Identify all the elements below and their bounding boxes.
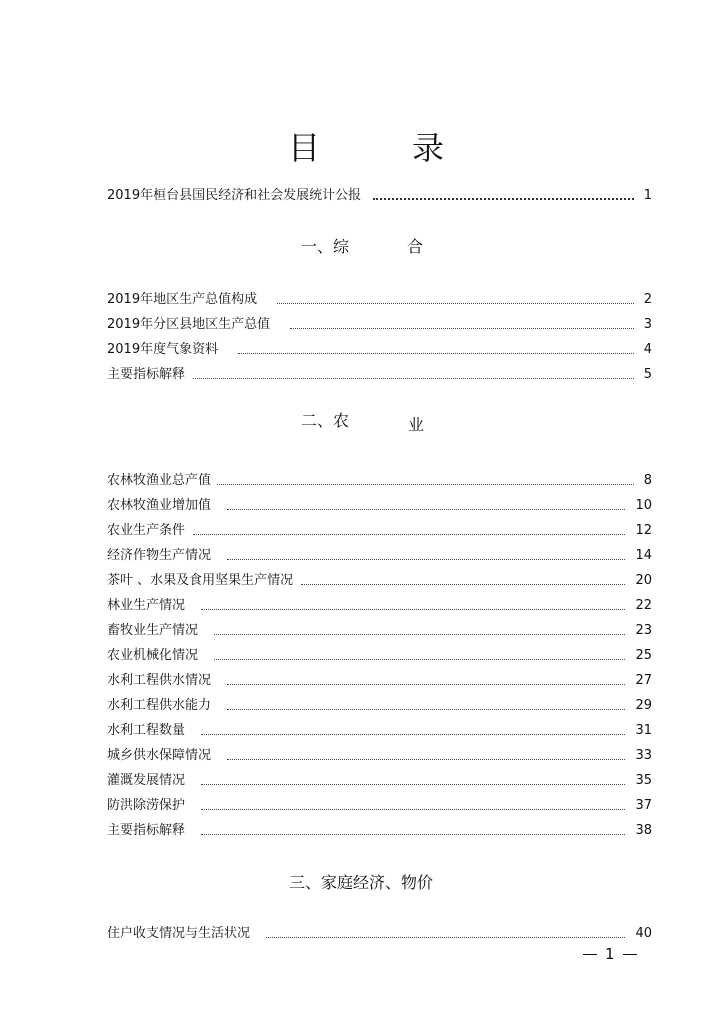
- toc-entry-page: 1: [643, 188, 652, 203]
- section-heading-part1: 二、农: [301, 411, 350, 430]
- section-heading-1: [301, 236, 424, 258]
- section-heading-part2: 业: [408, 415, 425, 434]
- leader-dots: [201, 833, 625, 835]
- leader-dots: [193, 533, 625, 535]
- toc-entry-label: 主要指标解释: [107, 367, 186, 382]
- toc-entry-page: 4: [643, 342, 652, 357]
- toc-entry[interactable]: [107, 621, 652, 641]
- leader-dots: [301, 583, 625, 585]
- toc-entry-label: 农林牧渔业增加值: [107, 498, 212, 513]
- toc-entry[interactable]: [107, 671, 652, 691]
- toc-entry-page: 37: [635, 798, 652, 813]
- toc-entry[interactable]: [107, 646, 652, 666]
- footer-page-number: 1: [605, 945, 615, 963]
- footer-dash-right: [623, 954, 637, 955]
- toc-entry-page: 3: [643, 317, 652, 332]
- toc-entry[interactable]: [107, 315, 652, 335]
- leader-dots: [217, 483, 634, 485]
- toc-entry-label: 经济作物生产情况: [107, 548, 212, 563]
- toc-entry-label: 城乡供水保障情况: [107, 748, 212, 763]
- toc-entry-label: 林业生产情况: [107, 598, 186, 613]
- toc-entry-page: 27: [635, 673, 652, 688]
- toc-entry[interactable]: [107, 696, 652, 716]
- leader-dots: [227, 708, 625, 710]
- toc-entry[interactable]: [107, 924, 652, 944]
- page-footer: [583, 944, 643, 964]
- toc-entry-page: 31: [635, 723, 652, 738]
- toc-entry-label: 2019年分区县地区生产总值: [107, 317, 271, 332]
- leader-dots: [290, 327, 634, 329]
- toc-entry-page: 40: [635, 926, 652, 941]
- toc-entry-label: 农业生产条件: [107, 523, 186, 538]
- toc-entry-label: 防洪除涝保护: [107, 798, 186, 813]
- toc-entry-page: 29: [635, 698, 652, 713]
- leader-dots: [201, 608, 625, 610]
- toc-entry[interactable]: [107, 471, 652, 491]
- toc-entry-label: 水利工程供水情况: [107, 673, 212, 688]
- title-char-left: 目: [288, 129, 321, 167]
- toc-entry[interactable]: [107, 821, 652, 841]
- toc-entry-page: 2: [643, 292, 652, 307]
- leader-dots: [193, 377, 634, 379]
- leader-dots: [227, 508, 625, 510]
- footer-dash-left: [583, 954, 597, 955]
- toc-entry[interactable]: [107, 496, 652, 516]
- leader-dots: [227, 558, 625, 560]
- leader-dots: [214, 658, 625, 660]
- toc-entry[interactable]: [107, 571, 652, 591]
- toc-entry-label: 农业机械化情况: [107, 648, 199, 663]
- toc-entry-page: 20: [635, 573, 652, 588]
- toc-entry[interactable]: [107, 596, 652, 616]
- section-heading-part1: 三、家庭经济、物价: [289, 873, 434, 892]
- section-heading-part2: 合: [407, 237, 424, 256]
- toc-entry-label: 水利工程供水能力: [107, 698, 212, 713]
- toc-entry[interactable]: [107, 721, 652, 741]
- toc-entry-page: 10: [635, 498, 652, 513]
- toc-entry[interactable]: [107, 340, 652, 360]
- toc-entry-page: 5: [643, 367, 652, 382]
- toc-entry-page: 14: [635, 548, 652, 563]
- toc-entry-page: 35: [635, 773, 652, 788]
- title-char-right: 录: [412, 129, 445, 167]
- section-heading-2: [301, 410, 425, 434]
- toc-entry[interactable]: [107, 521, 652, 541]
- toc-entry-label: 畜牧业生产情况: [107, 623, 199, 638]
- section-heading-part1: 一、综: [301, 237, 350, 256]
- toc-entry-page: 23: [635, 623, 652, 638]
- toc-entry-page: 22: [635, 598, 652, 613]
- leader-dots: [277, 302, 634, 304]
- leader-dots: [201, 808, 625, 810]
- toc-entry-label: 茶叶 、水果及食用坚果生产情况: [107, 573, 294, 588]
- toc-entry-label: 水利工程数量: [107, 723, 186, 738]
- toc-entry-label: 2019年度气象资料: [107, 342, 219, 357]
- leader-dots: [201, 733, 625, 735]
- toc-entry-page: 12: [635, 523, 652, 538]
- toc-entry[interactable]: [107, 771, 652, 791]
- section-heading-3: [289, 872, 433, 894]
- toc-entry-label: 住户收支情况与生活状况: [107, 926, 251, 941]
- toc-entry-label: 农林牧渔业总产值: [107, 473, 212, 488]
- toc-entry-page: 33: [635, 748, 652, 763]
- leader-dots: [266, 936, 625, 938]
- leader-dots: [227, 758, 625, 760]
- leader-dots: [227, 683, 625, 685]
- leader-dots: [214, 633, 625, 635]
- leader-dots: [238, 352, 634, 354]
- toc-entry[interactable]: [107, 796, 652, 816]
- toc-entry-label: 主要指标解释: [107, 823, 186, 838]
- toc-entry[interactable]: [107, 290, 652, 310]
- toc-entry[interactable]: [107, 365, 652, 385]
- toc-entry[interactable]: [107, 746, 652, 766]
- toc-entry-label: 2019年桓台县国民经济和社会发展统计公报: [107, 188, 362, 203]
- toc-entry-page: 8: [643, 473, 652, 488]
- leader-dots: [373, 197, 634, 200]
- toc-entry-main-report[interactable]: [107, 186, 652, 206]
- leader-dots: [201, 783, 625, 785]
- toc-title: [0, 126, 725, 170]
- toc-entry-label: 灌溉发展情况: [107, 773, 186, 788]
- toc-entry-page: 25: [635, 648, 652, 663]
- toc-entry-page: 38: [635, 823, 652, 838]
- toc-entry[interactable]: [107, 546, 652, 566]
- toc-entry-label: 2019年地区生产总值构成: [107, 292, 258, 307]
